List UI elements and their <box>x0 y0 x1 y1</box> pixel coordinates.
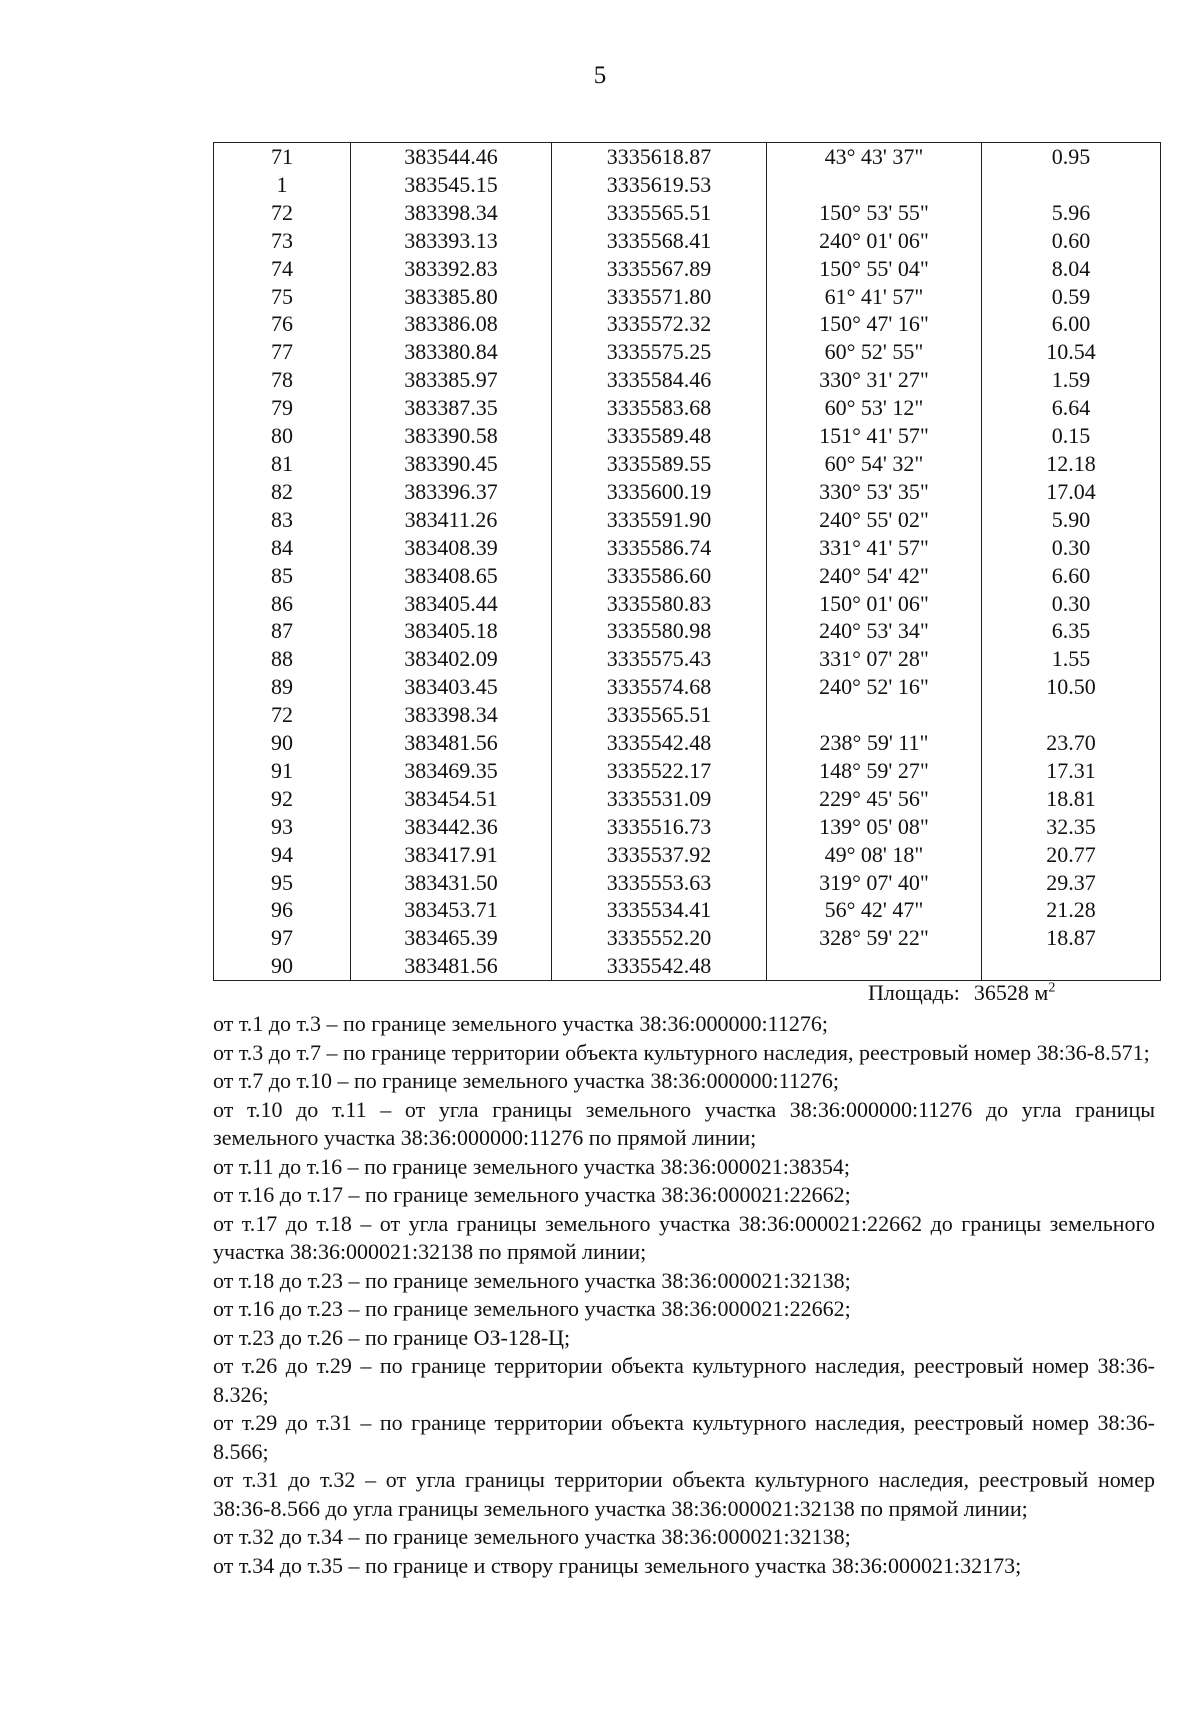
point-number-cell: 88 <box>214 645 351 673</box>
x-coordinate-cell: 383454.51 <box>351 785 552 813</box>
direction-angle-cell: 319° 07' 40" <box>767 869 982 897</box>
y-coordinate-cell: 3335568.41 <box>552 227 767 255</box>
x-coordinate-cell: 383481.56 <box>351 952 552 980</box>
x-coordinate-cell: 383385.97 <box>351 366 552 394</box>
x-coordinate-cell: 383442.36 <box>351 813 552 841</box>
length-cell: 18.87 <box>982 924 1161 952</box>
coordinates-table-body <box>214 143 1161 981</box>
table-row <box>214 952 1161 980</box>
y-coordinate-cell: 3335586.74 <box>552 534 767 562</box>
length-cell: 5.90 <box>982 506 1161 534</box>
y-coordinate-cell: 3335531.09 <box>552 785 767 813</box>
y-coordinate-cell: 3335575.25 <box>552 338 767 366</box>
x-coordinate-cell: 383398.34 <box>351 701 552 729</box>
x-coordinate-cell: 383453.71 <box>351 896 552 924</box>
x-coordinate-cell: 383544.46 <box>351 143 552 171</box>
point-number-cell: 92 <box>214 785 351 813</box>
point-number-cell: 85 <box>214 562 351 590</box>
description-item: от т.10 до т.11 – от угла границы земельного участка 38:36:000000:11276 до угла границы земельного участка 38:36:000000:11276 по прямой линии; <box>213 1096 1155 1150</box>
length-cell: 18.81 <box>982 785 1161 813</box>
length-cell: 0.30 <box>982 534 1161 562</box>
y-coordinate-cell: 3335574.68 <box>552 673 767 701</box>
point-number-cell: 90 <box>214 729 351 757</box>
point-number-cell: 73 <box>214 227 351 255</box>
table-row <box>214 506 1161 534</box>
table-row <box>214 924 1161 952</box>
table-row <box>214 645 1161 673</box>
direction-angle-cell: 229° 45' 56" <box>767 785 982 813</box>
x-coordinate-cell: 383411.26 <box>351 506 552 534</box>
table-row <box>214 590 1161 618</box>
direction-angle-cell <box>767 701 982 729</box>
description-item: от т.18 до т.23 – по границе земельного участка 38:36:000021:32138; <box>213 1267 851 1293</box>
y-coordinate-cell: 3335589.55 <box>552 450 767 478</box>
point-number-cell: 76 <box>214 310 351 338</box>
direction-angle-cell: 150° 55' 04" <box>767 255 982 283</box>
x-coordinate-cell: 383392.83 <box>351 255 552 283</box>
point-number-cell: 91 <box>214 757 351 785</box>
length-cell <box>982 171 1161 199</box>
x-coordinate-cell: 383403.45 <box>351 673 552 701</box>
point-number-cell: 95 <box>214 869 351 897</box>
x-coordinate-cell: 383408.39 <box>351 534 552 562</box>
description-item: от т.34 до т.35 – по границе и створу границы земельного участка 38:36:000021:32173; <box>213 1552 1022 1578</box>
y-coordinate-cell: 3335553.63 <box>552 869 767 897</box>
direction-angle-cell: 148° 59' 27" <box>767 757 982 785</box>
y-coordinate-cell: 3335542.48 <box>552 729 767 757</box>
boundary-descriptions <box>213 1010 1155 1580</box>
x-coordinate-cell: 383398.34 <box>351 199 552 227</box>
table-row <box>214 338 1161 366</box>
length-cell: 6.35 <box>982 617 1161 645</box>
length-cell: 21.28 <box>982 896 1161 924</box>
y-coordinate-cell: 3335516.73 <box>552 813 767 841</box>
description-item: от т.16 до т.17 – по границе земельного участка 38:36:000021:22662; <box>213 1182 851 1207</box>
direction-angle-cell: 49° 08' 18" <box>767 841 982 869</box>
table-row <box>214 171 1161 199</box>
direction-angle-cell: 60° 54' 32" <box>767 450 982 478</box>
direction-angle-cell: 328° 59' 22" <box>767 924 982 952</box>
direction-angle-cell: 151° 41' 57" <box>767 422 982 450</box>
table-row <box>214 450 1161 478</box>
length-cell: 1.59 <box>982 366 1161 394</box>
y-coordinate-cell: 3335580.83 <box>552 590 767 618</box>
description-item: от т.26 до т.29 – по границе территории объекта культурного наследия, реестровый номер 38:36-8.326; <box>213 1353 1155 1407</box>
x-coordinate-cell: 383402.09 <box>351 645 552 673</box>
area-unit-power: 2 <box>1048 980 1056 996</box>
direction-angle-cell: 240° 55' 02" <box>767 506 982 534</box>
table-row <box>214 841 1161 869</box>
point-number-cell: 89 <box>214 673 351 701</box>
length-cell <box>982 952 1161 980</box>
x-coordinate-cell: 383390.58 <box>351 422 552 450</box>
table-row <box>214 227 1161 255</box>
x-coordinate-cell: 383385.80 <box>351 283 552 311</box>
area-label: Площадь: <box>868 980 960 1005</box>
length-cell: 0.59 <box>982 283 1161 311</box>
area-line <box>868 980 1055 1006</box>
description-item: от т.16 до т.23 – по границе земельного участка 38:36:000021:22662; <box>213 1296 851 1321</box>
table-row <box>214 701 1161 729</box>
y-coordinate-cell: 3335567.89 <box>552 255 767 283</box>
y-coordinate-cell: 3335522.17 <box>552 757 767 785</box>
direction-angle-cell: 331° 07' 28" <box>767 645 982 673</box>
point-number-cell: 83 <box>214 506 351 534</box>
direction-angle-cell <box>767 171 982 199</box>
direction-angle-cell: 150° 47' 16" <box>767 310 982 338</box>
y-coordinate-cell: 3335618.87 <box>552 143 767 171</box>
length-cell: 5.96 <box>982 199 1161 227</box>
point-number-cell: 82 <box>214 478 351 506</box>
y-coordinate-cell: 3335589.48 <box>552 422 767 450</box>
point-number-cell: 87 <box>214 617 351 645</box>
direction-angle-cell: 56° 42' 47" <box>767 896 982 924</box>
direction-angle-cell: 331° 41' 57" <box>767 534 982 562</box>
description-item: от т.23 до т.26 – по границе ОЗ-128-Ц; <box>213 1324 571 1350</box>
description-item: от т.32 до т.34 – по границе земельного участка 38:36:000021:32138; <box>213 1524 851 1549</box>
area-value: 36528 м <box>973 980 1049 1005</box>
length-cell: 0.95 <box>982 143 1161 171</box>
x-coordinate-cell: 383390.45 <box>351 450 552 478</box>
coordinates-table <box>213 142 1161 981</box>
x-coordinate-cell: 383393.13 <box>351 227 552 255</box>
table-row <box>214 199 1161 227</box>
x-coordinate-cell: 383386.08 <box>351 310 552 338</box>
description-item: от т.7 до т.10 – по границе земельного участка 38:36:000000:11276; <box>213 1068 839 1093</box>
x-coordinate-cell: 383405.44 <box>351 590 552 618</box>
y-coordinate-cell: 3335537.92 <box>552 841 767 869</box>
x-coordinate-cell: 383396.37 <box>351 478 552 506</box>
length-cell: 17.31 <box>982 757 1161 785</box>
point-number-cell: 75 <box>214 283 351 311</box>
table-row <box>214 422 1161 450</box>
direction-angle-cell: 240° 52' 16" <box>767 673 982 701</box>
x-coordinate-cell: 383387.35 <box>351 394 552 422</box>
table-row <box>214 562 1161 590</box>
table-row <box>214 729 1161 757</box>
direction-angle-cell: 139° 05' 08" <box>767 813 982 841</box>
length-cell: 29.37 <box>982 869 1161 897</box>
description-item: от т.17 до т.18 – от угла границы земельного участка 38:36:000021:22662 до границы земельного участка 38:36:000021:32138 по прямой линии; <box>213 1210 1155 1264</box>
length-cell: 10.54 <box>982 338 1161 366</box>
point-number-cell: 97 <box>214 924 351 952</box>
length-cell <box>982 701 1161 729</box>
table-row <box>214 534 1161 562</box>
x-coordinate-cell: 383431.50 <box>351 869 552 897</box>
table-row <box>214 757 1161 785</box>
description-item: от т.1 до т.3 – по границе земельного участка 38:36:000000:11276; <box>213 1011 828 1036</box>
direction-angle-cell: 43° 43' 37" <box>767 143 982 171</box>
length-cell: 0.60 <box>982 227 1161 255</box>
length-cell: 12.18 <box>982 450 1161 478</box>
length-cell: 1.55 <box>982 645 1161 673</box>
direction-angle-cell: 240° 53' 34" <box>767 617 982 645</box>
length-cell: 0.30 <box>982 590 1161 618</box>
description-item: от т.31 до т.32 – от угла границы территории объекта культурного наследия, реестровый номер 38:36-8.566 до угла границы земельного участка 38:36:000021:32138 по прямой линии; <box>213 1467 1155 1521</box>
y-coordinate-cell: 3335565.51 <box>552 199 767 227</box>
x-coordinate-cell: 383465.39 <box>351 924 552 952</box>
table-row <box>214 255 1161 283</box>
table-row <box>214 896 1161 924</box>
direction-angle-cell: 240° 01' 06" <box>767 227 982 255</box>
length-cell: 20.77 <box>982 841 1161 869</box>
y-coordinate-cell: 3335580.98 <box>552 617 767 645</box>
page-number: 5 <box>593 62 607 89</box>
y-coordinate-cell: 3335575.43 <box>552 645 767 673</box>
table-row <box>214 869 1161 897</box>
y-coordinate-cell: 3335565.51 <box>552 701 767 729</box>
length-cell: 23.70 <box>982 729 1161 757</box>
point-number-cell: 84 <box>214 534 351 562</box>
point-number-cell: 81 <box>214 450 351 478</box>
y-coordinate-cell: 3335591.90 <box>552 506 767 534</box>
table-row <box>214 785 1161 813</box>
direction-angle-cell: 330° 31' 27" <box>767 366 982 394</box>
x-coordinate-cell: 383469.35 <box>351 757 552 785</box>
y-coordinate-cell: 3335572.32 <box>552 310 767 338</box>
table-row <box>214 617 1161 645</box>
table-row <box>214 478 1161 506</box>
y-coordinate-cell: 3335542.48 <box>552 952 767 980</box>
y-coordinate-cell: 3335571.80 <box>552 283 767 311</box>
direction-angle-cell <box>767 952 982 980</box>
table-row <box>214 673 1161 701</box>
direction-angle-cell: 240° 54' 42" <box>767 562 982 590</box>
x-coordinate-cell: 383481.56 <box>351 729 552 757</box>
point-number-cell: 90 <box>214 952 351 980</box>
point-number-cell: 78 <box>214 366 351 394</box>
x-coordinate-cell: 383408.65 <box>351 562 552 590</box>
length-cell: 0.15 <box>982 422 1161 450</box>
description-item: от т.3 до т.7 – по границе территории объекта культурного наследия, реестровый номер 38:36-8.571; <box>213 1039 1150 1065</box>
table-row <box>214 310 1161 338</box>
point-number-cell: 1 <box>214 171 351 199</box>
direction-angle-cell: 60° 52' 55" <box>767 338 982 366</box>
direction-angle-cell: 238° 59' 11" <box>767 729 982 757</box>
point-number-cell: 80 <box>214 422 351 450</box>
table-row <box>214 283 1161 311</box>
length-cell: 10.50 <box>982 673 1161 701</box>
length-cell: 8.04 <box>982 255 1161 283</box>
x-coordinate-cell: 383380.84 <box>351 338 552 366</box>
direction-angle-cell: 61° 41' 57" <box>767 283 982 311</box>
point-number-cell: 72 <box>214 701 351 729</box>
point-number-cell: 72 <box>214 199 351 227</box>
point-number-cell: 77 <box>214 338 351 366</box>
y-coordinate-cell: 3335600.19 <box>552 478 767 506</box>
y-coordinate-cell: 3335534.41 <box>552 896 767 924</box>
length-cell: 6.60 <box>982 562 1161 590</box>
y-coordinate-cell: 3335586.60 <box>552 562 767 590</box>
direction-angle-cell: 150° 53' 55" <box>767 199 982 227</box>
length-cell: 17.04 <box>982 478 1161 506</box>
x-coordinate-cell: 383405.18 <box>351 617 552 645</box>
direction-angle-cell: 330° 53' 35" <box>767 478 982 506</box>
y-coordinate-cell: 3335619.53 <box>552 171 767 199</box>
table-row <box>214 394 1161 422</box>
point-number-cell: 86 <box>214 590 351 618</box>
x-coordinate-cell: 383417.91 <box>351 841 552 869</box>
table-row <box>214 813 1161 841</box>
y-coordinate-cell: 3335584.46 <box>552 366 767 394</box>
length-cell: 32.35 <box>982 813 1161 841</box>
direction-angle-cell: 150° 01' 06" <box>767 590 982 618</box>
direction-angle-cell: 60° 53' 12" <box>767 394 982 422</box>
point-number-cell: 94 <box>214 841 351 869</box>
description-item: от т.11 до т.16 – по границе земельного участка 38:36:000021:38354; <box>213 1153 850 1179</box>
point-number-cell: 74 <box>214 255 351 283</box>
y-coordinate-cell: 3335583.68 <box>552 394 767 422</box>
length-cell: 6.64 <box>982 394 1161 422</box>
point-number-cell: 96 <box>214 896 351 924</box>
point-number-cell: 93 <box>214 813 351 841</box>
length-cell: 6.00 <box>982 310 1161 338</box>
point-number-cell: 79 <box>214 394 351 422</box>
y-coordinate-cell: 3335552.20 <box>552 924 767 952</box>
description-item: от т.29 до т.31 – по границе территории объекта культурного наследия, реестровый номер 38:36-8.566; <box>213 1410 1155 1464</box>
table-row <box>214 143 1161 171</box>
table-row <box>214 366 1161 394</box>
x-coordinate-cell: 383545.15 <box>351 171 552 199</box>
point-number-cell: 71 <box>214 143 351 171</box>
